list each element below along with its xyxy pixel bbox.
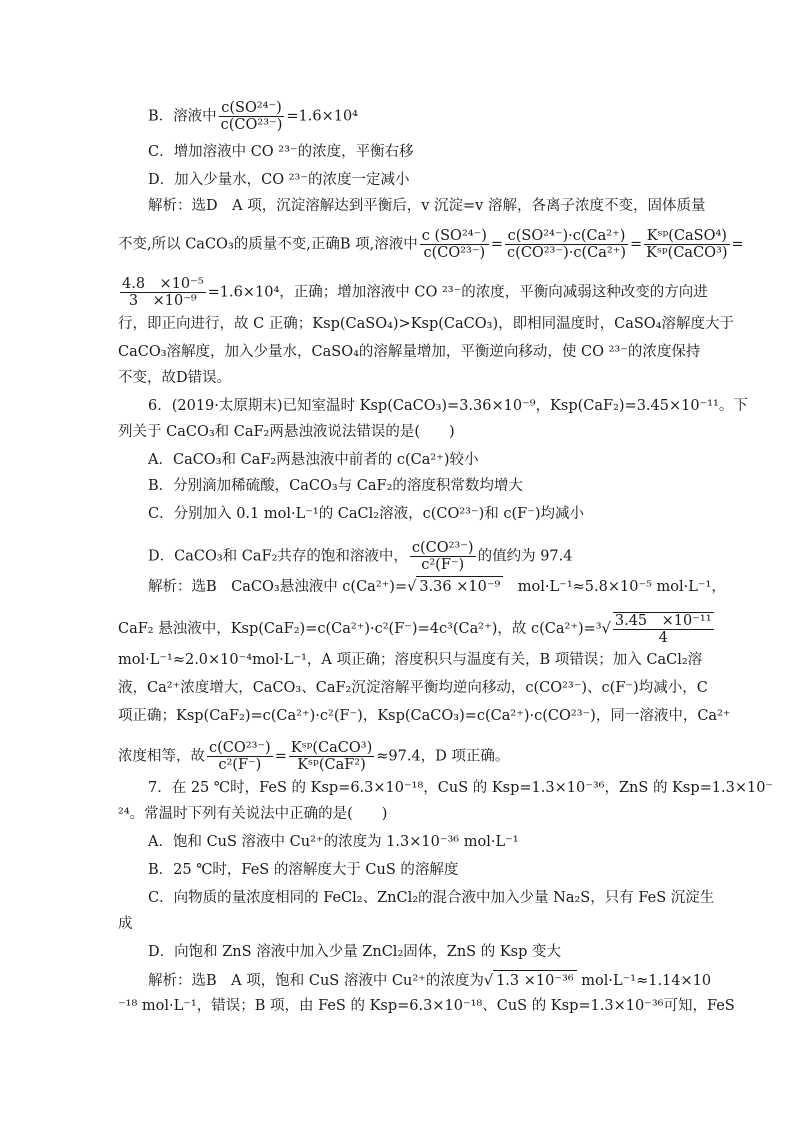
q6-analysis-line-2: CaF₂ 悬浊液中，Ksp(CaF₂)=c(Ca²⁺)·c²(F⁻)=4c³(Ca²⁺)，故 c(Ca²⁺)=³√ $\frac{\text{3.45 ×10⁻¹¹}}{4}$ <box>118 613 712 646</box>
q6-analysis-line-1: 解析：选B CaCO₃悬浊液中 c(Ca²⁺)=√ 3.36 ×10⁻⁹ mol·L⁻¹≈5.8×10⁻⁵ mol·L⁻¹， <box>148 576 726 597</box>
q5-analysis-line-4: 行，即正向进行，故 C 正确；Ksp(CaSO₄)>Ksp(CaCO₃)，即相同温度时，CaSO₄溶解度大于 <box>118 316 734 332</box>
q5-option-b: B．溶液中 $\frac{\text{c(SO²⁴⁻)}}{\text{c(CO²³⁻)}}$ =1.6×10⁴ <box>148 100 358 133</box>
q6-option-d: D．CaCO₃和 CaF₂共存的饱和溶液中， $\frac{\text{c(CO²³⁻)}}{\text{c²(F⁻)}}$ 的值约为 97.4 <box>148 540 573 573</box>
q5-analysis-line-1: 解析：选D A 项，沉淀溶解达到平衡后，v 沉淀=v 溶解，各离子浓度不变，固体质量 <box>148 198 706 214</box>
q7-analysis-line-1: 解析：选B A 项，饱和 CuS 溶液中 Cu²⁺的浓度为√ 1.3 ×10⁻³⁶ mol·L⁻¹≈1.14×10 <box>148 970 711 991</box>
q5-analysis-line-6: 不变，故D错误。 <box>118 370 232 386</box>
q7-option-a: A．饱和 CuS 溶液中 Cu²⁺的浓度为 1.3×10⁻³⁶ mol·L⁻¹ <box>148 834 519 850</box>
q6-stem-line-2: 列关于 CaCO₃和 CaF₂两悬浊液说法错误的是( ) <box>118 424 455 440</box>
q5-option-c: C．增加溶液中 CO ²³⁻的浓度，平衡右移 <box>148 144 414 160</box>
q7-stem-line-1: 7．在 25 ℃时，FeS 的 Ksp=6.3×10⁻¹⁸，CuS 的 Ksp=1.3×10⁻³⁶，ZnS 的 Ksp=1.3×10⁻ <box>148 780 774 796</box>
q7-stem-line-2: ²⁴。常温时下列有关说法中正确的是( ) <box>118 806 388 822</box>
q5-analysis-line-3: $\frac{\text{4.8 ×10⁻⁵}}{\text{3 ×10⁻⁹}}$ =1.6×10⁴，正确；增加溶液中 CO ²³⁻的浓度，平衡向减弱这种改变的方向进 <box>122 276 708 309</box>
q5-analysis-line-2: 不变,所以 CaCO₃的质量不变,正确B 项,溶液中 $\frac{\text{c (SO²⁴⁻)}}{\text{c(CO²³⁻)}}$ = $\frac{\text{c(SO²⁴⁻)·c(Ca²⁺)}}{\text{c(CO²³⁻)·c(Ca²⁺)}}$ = $\frac{\text{Kˢᵖ(CaSO⁴)}}{\text{Kˢᵖ(CaCO³)}}$ = <box>118 228 744 261</box>
q6-option-a: A．CaCO₃和 CaF₂两悬浊液中前者的 c(Ca²⁺)较小 <box>148 452 479 468</box>
q7-option-d: D．向饱和 ZnS 溶液中加入少量 ZnCl₂固体，ZnS 的 Ksp 变大 <box>148 944 561 960</box>
q6-analysis-line-4: 液，Ca²⁺浓度增大，CaCO₃、CaF₂沉淀溶解平衡均逆向移动，c(CO²³⁻)、c(F⁻)均减小，C <box>118 680 708 696</box>
q5-analysis-line-5: CaCO₃溶解度，加入少量水，CaSO₄的溶解量增加，平衡逆向移动，使 CO ²³⁻的浓度保持 <box>118 344 701 360</box>
q5-option-d: D．加入少量水，CO ²³⁻的浓度一定减小 <box>148 172 410 188</box>
q6-option-b: B．分别滴加稀硫酸，CaCO₃与 CaF₂的溶度积常数均增大 <box>148 478 523 494</box>
q7-option-b: B．25 ℃时，FeS 的溶解度大于 CuS 的溶解度 <box>148 862 459 878</box>
q6-analysis-line-5: 项正确；Ksp(CaF₂)=c(Ca²⁺)·c²(F⁻)，Ksp(CaCO₃)=c(Ca²⁺)·c(CO²³⁻)，同一溶液中，Ca²⁺ <box>118 708 731 724</box>
q7-option-c-line-2: 成 <box>118 916 133 932</box>
q6-option-c: C．分别加入 0.1 mol·L⁻¹的 CaCl₂溶液，c(CO²³⁻)和 c(F⁻)均减小 <box>148 506 585 522</box>
q6-analysis-line-6: 浓度相等，故 $\frac{\text{c(CO²³⁻)}}{\text{c²(F⁻)}}$ = $\frac{\text{Kˢᵖ(CaCO³)}}{\text{Kˢᵖ(CaF²)}}$ ≈97.4，D 项正确。 <box>118 740 510 773</box>
q6-analysis-line-3: mol·L⁻¹≈2.0×10⁻⁴mol·L⁻¹，A 项正确；溶度积只与温度有关，B 项错误；加入 CaCl₂溶 <box>118 652 703 668</box>
fraction: $\frac{\text{c(SO²⁴⁻)}}{\text{c(CO²³⁻)}}$ <box>220 100 283 133</box>
q7-option-c-line-1: C．向物质的量浓度相同的 FeCl₂、ZnCl₂的混合液中加入少量 Na₂S，只有 FeS 沉淀生 <box>148 890 715 906</box>
q7-analysis-line-2: ⁻¹⁸ mol·L⁻¹，错误；B 项，由 FeS 的 Ksp=6.3×10⁻¹⁸、CuS 的 Ksp=1.3×10⁻³⁶可知，FeS <box>118 998 735 1014</box>
q6-stem-line-1: 6．(2019·太原期末)已知室温时 Ksp(CaCO₃)=3.36×10⁻⁹，Ksp(CaF₂)=3.45×10⁻¹¹。下 <box>148 398 748 414</box>
